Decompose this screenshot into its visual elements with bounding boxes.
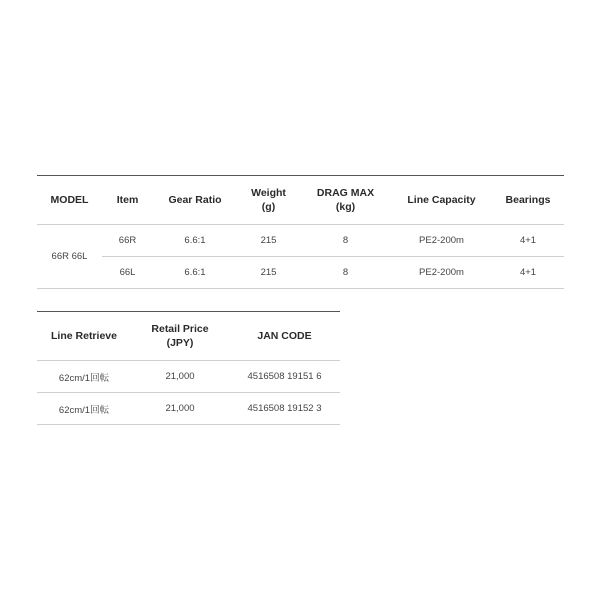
line-capacity-cell: PE2-200m <box>391 225 492 257</box>
header-price-label: Retail Price <box>151 323 209 335</box>
model-cell: 66R 66L <box>37 225 102 289</box>
item-cell: 66L <box>102 257 153 289</box>
jan-code-cell: 4516508 19151 6 <box>229 361 340 393</box>
header-weight-unit: (g) <box>261 201 276 213</box>
price-cell: 21,000 <box>131 361 229 393</box>
header-drag-max <box>300 176 391 225</box>
gear-ratio-cell: 6.6:1 <box>153 225 237 257</box>
drag-cell: 8 <box>300 225 391 257</box>
header-retail-price <box>131 312 229 361</box>
spec-table <box>37 175 564 289</box>
price-header-row <box>37 312 340 361</box>
table-row <box>37 361 340 393</box>
header-gear-ratio: Gear Ratio <box>153 176 237 225</box>
header-jan-code: JAN CODE <box>229 312 340 361</box>
table-row <box>37 393 340 425</box>
price-table <box>37 311 340 425</box>
weight-cell: 215 <box>237 257 300 289</box>
gear-ratio-cell: 6.6:1 <box>153 257 237 289</box>
header-bearings: Bearings <box>492 176 564 225</box>
header-weight-label: Weight <box>251 187 286 199</box>
item-cell: 66R <box>102 225 153 257</box>
drag-cell: 8 <box>300 257 391 289</box>
jan-code-cell: 4516508 19152 3 <box>229 393 340 425</box>
header-line-capacity: Line Capacity <box>391 176 492 225</box>
spec-header-row <box>37 176 564 225</box>
line-retrieve-cell: 62cm/1回転 <box>37 361 131 393</box>
price-cell: 21,000 <box>131 393 229 425</box>
header-item: Item <box>102 176 153 225</box>
table-row <box>37 257 564 289</box>
header-price-unit: (JPY) <box>166 337 194 349</box>
header-drag-unit: (kg) <box>335 201 356 213</box>
weight-cell: 215 <box>237 225 300 257</box>
table-row <box>37 225 564 257</box>
line-retrieve-cell: 62cm/1回転 <box>37 393 131 425</box>
header-weight <box>237 176 300 225</box>
header-model: MODEL <box>37 176 102 225</box>
bearings-cell: 4+1 <box>492 257 564 289</box>
header-line-retrieve: Line Retrieve <box>37 312 131 361</box>
header-drag-label: DRAG MAX <box>316 187 375 199</box>
line-capacity-cell: PE2-200m <box>391 257 492 289</box>
bearings-cell: 4+1 <box>492 225 564 257</box>
